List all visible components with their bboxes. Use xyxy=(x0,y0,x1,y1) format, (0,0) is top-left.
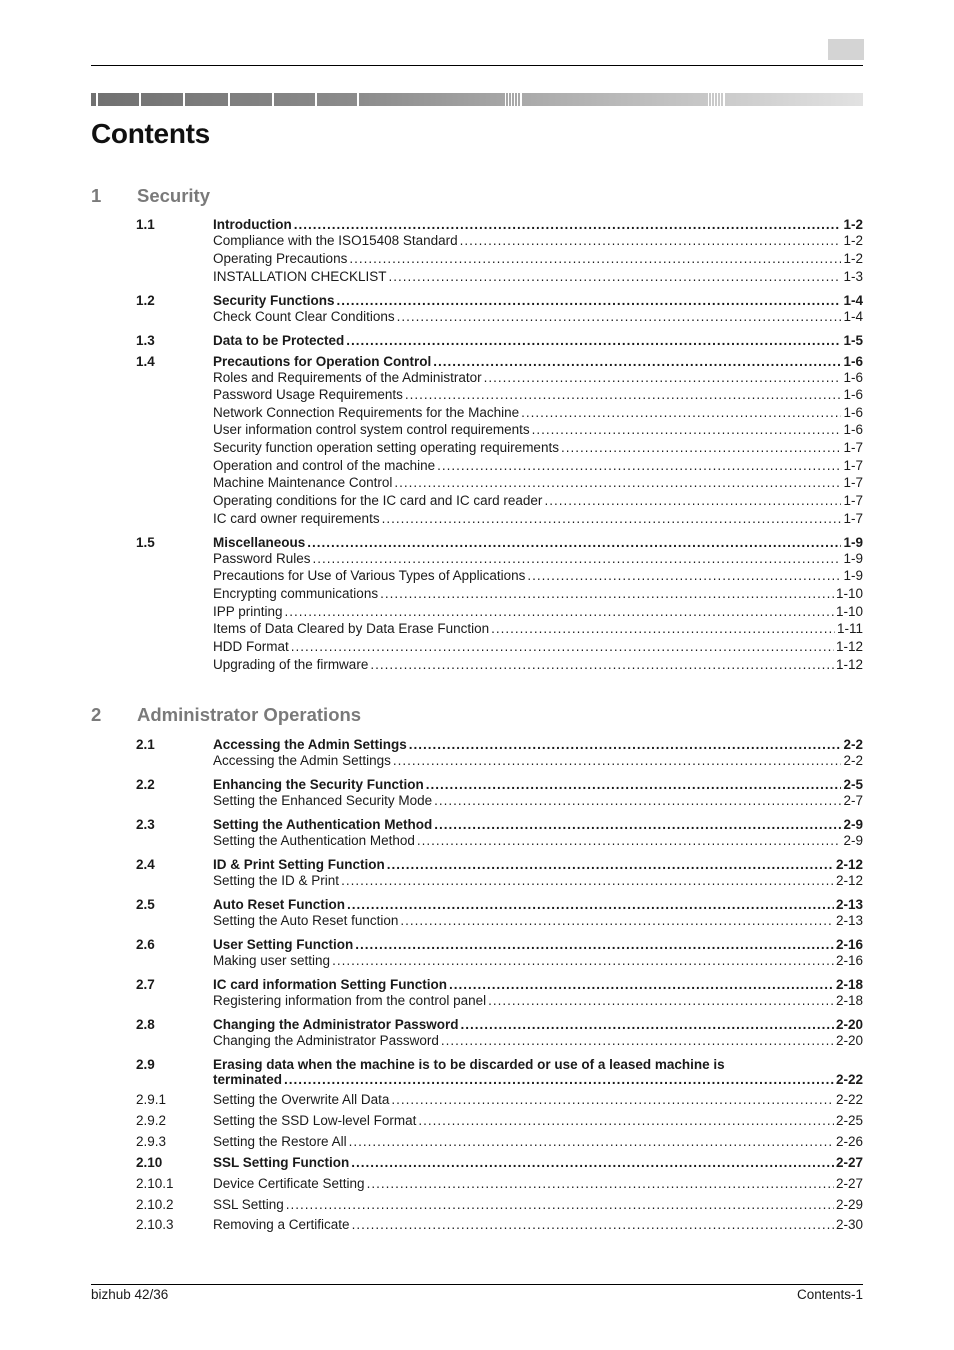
toc-subentry[interactable] xyxy=(136,872,863,890)
dot-leader xyxy=(488,992,834,1010)
toc-entry-title: Roles and Requirements of the Administrator xyxy=(213,370,482,385)
dot-leader xyxy=(382,510,842,528)
dot-leader xyxy=(352,1216,834,1234)
toc-entry-title: Enhancing the Security Function xyxy=(213,777,424,792)
toc-entry-title: User information control system control requirements xyxy=(213,422,530,437)
toc-entry-line xyxy=(213,268,863,286)
dot-leader xyxy=(393,752,842,770)
toc-entry-line xyxy=(213,656,863,674)
toc-entry-line xyxy=(213,1032,863,1050)
toc-entry-title: User Setting Function xyxy=(213,937,354,952)
toc-page-number: 2-2 xyxy=(843,737,863,752)
toc-subentry[interactable] xyxy=(136,1196,863,1214)
toc-entry-title: Setting the Authentication Method xyxy=(213,833,415,848)
toc-entry-number: 2.10 xyxy=(136,1155,163,1170)
toc-entry-line xyxy=(213,872,863,890)
toc-subentry[interactable] xyxy=(136,250,863,268)
toc-entry-title: Operation and control of the machine xyxy=(213,458,436,473)
toc-page-number: 1-9 xyxy=(843,535,863,550)
toc-subentry[interactable] xyxy=(136,992,863,1010)
dot-leader xyxy=(484,369,842,387)
toc-page-number: 2-5 xyxy=(843,777,863,792)
toc-entry-title: Setting the Restore All xyxy=(213,1134,347,1149)
dot-leader xyxy=(380,585,834,603)
toc-section-entry[interactable] xyxy=(136,332,863,350)
toc-entry-line xyxy=(213,1112,863,1130)
dot-leader xyxy=(346,332,841,350)
toc-subentry[interactable] xyxy=(136,656,863,674)
toc-page-number: 1-7 xyxy=(843,475,863,490)
toc-entry-number: 2.6 xyxy=(136,937,155,952)
footer-rule xyxy=(91,1284,863,1285)
toc-entry-number: 2.9 xyxy=(136,1057,155,1072)
toc-entry-title: Erasing data when the machine is to be discarded or use of a leased machine is xyxy=(213,1057,725,1072)
dot-leader xyxy=(418,1112,834,1130)
toc-entry-title: Password Rules xyxy=(213,551,311,566)
toc-entry-title: Operating Precautions xyxy=(213,251,348,266)
toc-page-number: 1-3 xyxy=(843,269,863,284)
toc-page-number: 2-29 xyxy=(835,1197,863,1212)
toc-page-number: 1-2 xyxy=(843,217,863,232)
toc-subentry[interactable] xyxy=(136,510,863,528)
toc-page-number: 1-9 xyxy=(843,568,863,583)
toc-entry-title: Operating conditions for the IC card and IC card reader xyxy=(213,493,543,508)
toc-entry-line xyxy=(213,1133,863,1151)
toc-subentry[interactable] xyxy=(136,439,863,457)
toc-page-number: 1-6 xyxy=(843,370,863,385)
toc-page-number: 2-12 xyxy=(835,873,863,888)
toc-page-number: 1-12 xyxy=(835,657,863,672)
toc-entry-title: INSTALLATION CHECKLIST xyxy=(213,269,387,284)
dot-leader xyxy=(521,404,841,422)
toc-entry-title: Accessing the Admin Settings xyxy=(213,737,407,752)
chapter-heading[interactable] xyxy=(91,704,863,726)
toc-section-entry[interactable] xyxy=(136,1071,863,1089)
toc-entry-title: Setting the SSD Low-level Format xyxy=(213,1113,417,1128)
toc-subentry[interactable] xyxy=(136,792,863,810)
toc-subentry[interactable] xyxy=(136,1175,863,1193)
header-rule xyxy=(91,65,863,66)
toc-entry-number: 2.10.1 xyxy=(136,1176,174,1191)
dot-leader xyxy=(313,550,842,568)
toc-entry-line xyxy=(213,474,863,492)
toc-page-number: 1-6 xyxy=(843,354,863,369)
toc-subentry[interactable] xyxy=(136,638,863,656)
dot-leader xyxy=(397,308,842,326)
toc-subentry[interactable] xyxy=(136,912,863,930)
toc-entry-title: IPP printing xyxy=(213,604,283,619)
toc-entry-title: Security function operation setting operating requirements xyxy=(213,440,559,455)
dot-leader xyxy=(370,656,834,674)
toc-entry-title: Check Count Clear Conditions xyxy=(213,309,395,324)
toc-page-number: 1-10 xyxy=(835,586,863,601)
toc-entry-line xyxy=(213,832,863,850)
toc-entry-line xyxy=(213,752,863,770)
toc-entry-title: Security Functions xyxy=(213,293,335,308)
toc-entry-number: 2.10.3 xyxy=(136,1217,174,1232)
toc-entry-number: 2.9.2 xyxy=(136,1113,167,1128)
page-title: Contents xyxy=(91,118,210,149)
chapter-heading[interactable] xyxy=(91,185,863,207)
toc-entry-title: Miscellaneous xyxy=(213,535,306,550)
toc-entry-title: IC card owner requirements xyxy=(213,511,380,526)
toc-entry-line xyxy=(213,620,863,638)
toc-page-number: 2-27 xyxy=(835,1176,863,1191)
toc-subentry[interactable] xyxy=(136,952,863,970)
toc-entry-line xyxy=(213,1175,863,1193)
toc-page-number: 2-16 xyxy=(835,937,863,952)
toc-entry-line xyxy=(213,550,863,568)
toc-page-number: 2-12 xyxy=(835,857,863,872)
toc-entry-number: 1.2 xyxy=(136,293,155,308)
toc-entry-number: 2.10.2 xyxy=(136,1197,174,1212)
toc-entry-title: Device Certificate Setting xyxy=(213,1176,365,1191)
toc-entry-line xyxy=(213,421,863,439)
toc-entry-title: Setting the Overwrite All Data xyxy=(213,1092,390,1107)
toc-subentry[interactable] xyxy=(136,620,863,638)
toc-subentry[interactable] xyxy=(136,308,863,326)
toc-entry-line xyxy=(213,332,863,350)
toc-subentry[interactable] xyxy=(136,1133,863,1151)
toc-subentry[interactable] xyxy=(136,457,863,475)
page-corner-tab xyxy=(828,39,864,60)
toc-subentry[interactable] xyxy=(136,369,863,387)
dot-leader xyxy=(349,250,841,268)
dot-leader xyxy=(389,268,842,286)
toc-subentry[interactable] xyxy=(136,232,863,250)
toc-entry-title: Precautions for Use of Various Types of Applications xyxy=(213,568,526,583)
toc-entry-line xyxy=(213,992,863,1010)
toc-entry-number: 2.3 xyxy=(136,817,155,832)
toc-subentry[interactable] xyxy=(136,268,863,286)
toc-page-number: 1-9 xyxy=(843,551,863,566)
toc-entry-line xyxy=(213,308,863,326)
dot-leader xyxy=(417,832,842,850)
chapter-title: Administrator Operations xyxy=(137,704,362,725)
toc-entry-title: Introduction xyxy=(213,217,292,232)
toc-entry-title: Removing a Certificate xyxy=(213,1217,350,1232)
dot-leader xyxy=(286,1196,834,1214)
dot-leader xyxy=(391,1091,834,1109)
toc-entry-number: 2.9.3 xyxy=(136,1134,167,1149)
toc-entry-number: 1.4 xyxy=(136,354,155,369)
toc-entry-title: IC card information Setting Function xyxy=(213,977,447,992)
toc-entry-title: terminated xyxy=(213,1072,283,1087)
toc-entry-line xyxy=(213,1091,863,1109)
toc-entry-title: SSL Setting Function xyxy=(213,1155,350,1170)
toc-entry-title: Setting the Auto Reset function xyxy=(213,913,399,928)
toc-page-number: 2-7 xyxy=(843,793,863,808)
toc-entry-line xyxy=(213,510,863,528)
toc-page-number: 1-2 xyxy=(843,233,863,248)
dot-leader xyxy=(351,1154,834,1172)
toc-entry-title: Password Usage Requirements xyxy=(213,387,403,402)
toc-entry-title: Setting the Authentication Method xyxy=(213,817,433,832)
toc-entry-title: Changing the Administrator Password xyxy=(213,1017,459,1032)
dot-leader xyxy=(367,1175,834,1193)
dot-leader xyxy=(332,952,834,970)
toc-entry-line xyxy=(213,404,863,422)
chapter-number: 2 xyxy=(91,704,102,725)
toc-page-number: 2-18 xyxy=(835,993,863,1008)
dot-leader xyxy=(491,620,835,638)
toc-subentry[interactable] xyxy=(136,492,863,510)
toc-subentry[interactable] xyxy=(136,832,863,850)
dot-leader xyxy=(284,1071,834,1089)
toc-entry-line xyxy=(213,492,863,510)
toc-subentry[interactable] xyxy=(136,404,863,422)
toc-page-number: 2-16 xyxy=(835,953,863,968)
dot-leader xyxy=(544,492,841,510)
toc-entry-title: Data to be Protected xyxy=(213,333,345,348)
toc-entry-number: 2.4 xyxy=(136,857,155,872)
toc-entry-title: Machine Maintenance Control xyxy=(213,475,393,490)
toc-entry-line xyxy=(213,439,863,457)
toc-entry-title: SSL Setting xyxy=(213,1197,284,1212)
toc-page-number: 1-7 xyxy=(843,493,863,508)
toc-entry-number: 2.7 xyxy=(136,977,155,992)
dot-leader xyxy=(285,603,834,621)
toc-entry-number: 2.2 xyxy=(136,777,155,792)
toc-page-number: 2-26 xyxy=(835,1134,863,1149)
toc-entry-line xyxy=(213,1216,863,1234)
decorative-banner xyxy=(91,93,863,106)
dot-leader xyxy=(460,232,842,250)
toc-page-number: 1-7 xyxy=(843,458,863,473)
toc-entry-title: Upgrading of the firmware xyxy=(213,657,369,672)
toc-entry-number: 2.8 xyxy=(136,1017,155,1032)
toc-page-number: 1-7 xyxy=(843,440,863,455)
dot-leader xyxy=(532,421,842,439)
toc-page-number: 1-12 xyxy=(835,639,863,654)
dot-leader xyxy=(405,386,842,404)
dot-leader xyxy=(527,567,841,585)
toc-entry-title: Auto Reset Function xyxy=(213,897,345,912)
toc-page-number: 1-6 xyxy=(843,387,863,402)
toc-page-number: 2-20 xyxy=(835,1017,863,1032)
dot-leader xyxy=(291,638,834,656)
toc-subentry[interactable] xyxy=(136,474,863,492)
toc-subentry[interactable] xyxy=(136,603,863,621)
toc-page-number: 1-11 xyxy=(836,621,863,636)
toc-entry-number: 1.5 xyxy=(136,535,155,550)
toc-page-number: 1-4 xyxy=(843,309,863,324)
toc-page-number: 1-7 xyxy=(843,511,863,526)
toc-page-number: 2-20 xyxy=(835,1033,863,1048)
toc-entry-number: 1.1 xyxy=(136,217,155,232)
toc-page-number: 2-13 xyxy=(835,897,863,912)
toc-entry-line xyxy=(213,603,863,621)
toc-entry-line xyxy=(213,232,863,250)
toc-subentry[interactable] xyxy=(136,1032,863,1050)
toc-entry-number: 1.3 xyxy=(136,333,155,348)
toc-section-entry[interactable] xyxy=(136,1154,863,1172)
dot-leader xyxy=(441,1032,834,1050)
toc-page-number: 1-4 xyxy=(843,293,863,308)
footer-page-number: Contents-1 xyxy=(796,1287,863,1302)
toc-entry-line xyxy=(213,386,863,404)
toc-entry-line xyxy=(213,457,863,475)
chapter-number: 1 xyxy=(91,185,102,206)
toc-entry-title: Changing the Administrator Password xyxy=(213,1033,439,1048)
toc-subentry[interactable] xyxy=(136,386,863,404)
toc-entry-title: Encrypting communications xyxy=(213,586,379,601)
toc-subentry[interactable] xyxy=(136,421,863,439)
toc-subentry[interactable] xyxy=(136,752,863,770)
toc-entry-title: Setting the ID & Print xyxy=(213,873,340,888)
dot-leader xyxy=(349,1133,834,1151)
toc-entry-title: Precautions for Operation Control xyxy=(213,354,432,369)
toc-subentry[interactable] xyxy=(136,1091,863,1109)
toc-page-number: 1-2 xyxy=(843,251,863,266)
toc-page-number: 2-22 xyxy=(835,1092,863,1107)
toc-entry-line xyxy=(213,369,863,387)
toc-entry-line xyxy=(213,567,863,585)
toc-page-number: 2-30 xyxy=(835,1217,863,1232)
dot-leader xyxy=(434,792,841,810)
toc-subentry[interactable] xyxy=(136,1112,863,1130)
toc-page-number: 2-22 xyxy=(835,1072,863,1087)
toc-entry-title: ID & Print Setting Function xyxy=(213,857,385,872)
toc-page-number: 2-27 xyxy=(835,1155,863,1170)
toc-entry-number: 2.1 xyxy=(136,737,155,752)
dot-leader xyxy=(341,872,834,890)
dot-leader xyxy=(394,474,841,492)
toc-page-number: 2-9 xyxy=(843,833,863,848)
toc-page-number: 2-13 xyxy=(835,913,863,928)
toc-entry-line xyxy=(213,912,863,930)
toc-entry-title: Setting the Enhanced Security Mode xyxy=(213,793,433,808)
toc-entry-line xyxy=(213,250,863,268)
toc-entry-line xyxy=(213,1071,863,1089)
toc-page-number: 1-6 xyxy=(843,422,863,437)
toc-page-number: 1-10 xyxy=(835,604,863,619)
toc-page-number: 2-9 xyxy=(843,817,863,832)
toc-subentry[interactable] xyxy=(136,550,863,568)
footer-product-name: bizhub 42/36 xyxy=(91,1287,169,1302)
toc-entry-line xyxy=(213,638,863,656)
toc-entry-title: Compliance with the ISO15408 Standard xyxy=(213,233,458,248)
toc-page-number: 2-2 xyxy=(843,753,863,768)
toc-page-number: 1-6 xyxy=(843,405,863,420)
toc-page-number: 1-5 xyxy=(843,333,863,348)
toc-entry-title: Network Connection Requirements for the Machine xyxy=(213,405,520,420)
toc-entry-title: Accessing the Admin Settings xyxy=(213,753,391,768)
dot-leader xyxy=(400,912,834,930)
toc-subentry[interactable] xyxy=(136,585,863,603)
toc-entry-line xyxy=(213,585,863,603)
toc-entry-title: HDD Format xyxy=(213,639,289,654)
toc-entry-number: 2.5 xyxy=(136,897,155,912)
chapter-title: Security xyxy=(137,185,211,206)
toc-entry-number: 2.9.1 xyxy=(136,1092,167,1107)
toc-entry-line xyxy=(213,952,863,970)
toc-entry-title: Registering information from the control panel xyxy=(213,993,487,1008)
toc-entry-title: Items of Data Cleared by Data Erase Function xyxy=(213,621,490,636)
toc-entry-line xyxy=(213,792,863,810)
dot-leader xyxy=(561,439,842,457)
toc-page-number: 2-25 xyxy=(835,1113,863,1128)
toc-entry-title: Making user setting xyxy=(213,953,331,968)
toc-subentry[interactable] xyxy=(136,1216,863,1234)
toc-page-number: 2-18 xyxy=(835,977,863,992)
toc-subentry[interactable] xyxy=(136,567,863,585)
toc-entry-line xyxy=(213,1154,863,1172)
toc-entry-line xyxy=(213,1196,863,1214)
dot-leader xyxy=(437,457,841,475)
